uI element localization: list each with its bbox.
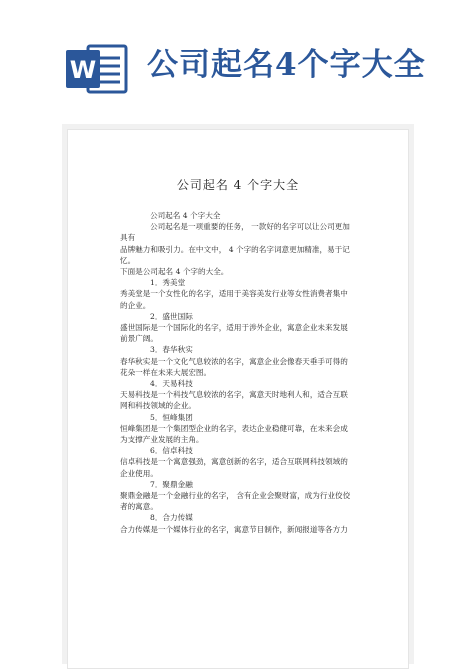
item-line: 春华秋实是一个文化气息较浓的名字，寓意企业会像春天垂手可得的 [120,356,348,366]
item-heading: 7．聚鼎金融 [150,479,193,489]
item-line: 天易科技是一个科技气息较浓的名字，寓意天时地利人和，适合互联 [120,390,348,400]
intro-heading: 公司起名 4 个字大全 [150,211,221,220]
item-heading: 8．合力传媒 [150,513,193,523]
document-body [120,210,352,535]
item-line: 企业使用。 [120,468,158,478]
item-heading: 6．信卓科技 [150,446,193,456]
intro-line: 下面是公司起名 4 个字的大全。 [120,267,229,277]
item-line: 恒峰集团是一个集团型企业的名字，表达企业稳健可靠，在未来会成 [120,423,348,433]
item-heading: 2．盛世国际 [150,311,193,321]
item-heading: 5．恒峰集团 [150,412,193,422]
document-page [67,129,409,669]
header-banner [0,0,474,118]
item-line: 盛世国际是一个国际化的名字，适用于涉外企业，寓意企业未来发展 [120,323,348,333]
banner-title: 公司起名4个字大全 [147,47,426,83]
intro-line: 公司起名是一项重要的任务， 一款好的名字可以让公司更加具有 [120,222,350,243]
item-line: 网和科技领域的企业。 [120,401,196,411]
item-line: 为支撑产业发展的主角。 [120,435,204,445]
document-title: 公司起名 4 个字大全 [176,178,300,192]
intro-line: 品牌魅力和吸引力。在中文中， 4 个字的名字词意更加精准，易于记忆。 [120,244,350,265]
item-line: 者的寓意。 [120,502,158,512]
item-line: 前景广阔。 [120,334,158,344]
word-icon-letter: W [69,56,97,84]
item-line: 聚鼎金融是一个金融行业的名字， 含有企业会聚财富，成为行业佼佼 [120,491,351,501]
item-line: 花朵一样在未来大展宏图。 [120,367,212,377]
word-document-icon [66,44,128,94]
item-heading: 4．天易科技 [150,379,193,389]
item-line: 秀美堂是一个女性化的名字，适用于美容美发行业等女性消费者集中 [120,289,348,299]
item-heading: 3．春华秋实 [150,345,193,355]
item-line: 信卓科技是一个寓意强劲，寓意创新的名字，适合互联网科技领域的 [120,457,348,467]
item-line: 合力传媒是一个媒体行业的名字，寓意节目制作，新闻报道等各方力 [120,524,348,534]
item-heading: 1．秀美堂 [150,278,186,288]
item-line: 的企业。 [120,300,151,310]
